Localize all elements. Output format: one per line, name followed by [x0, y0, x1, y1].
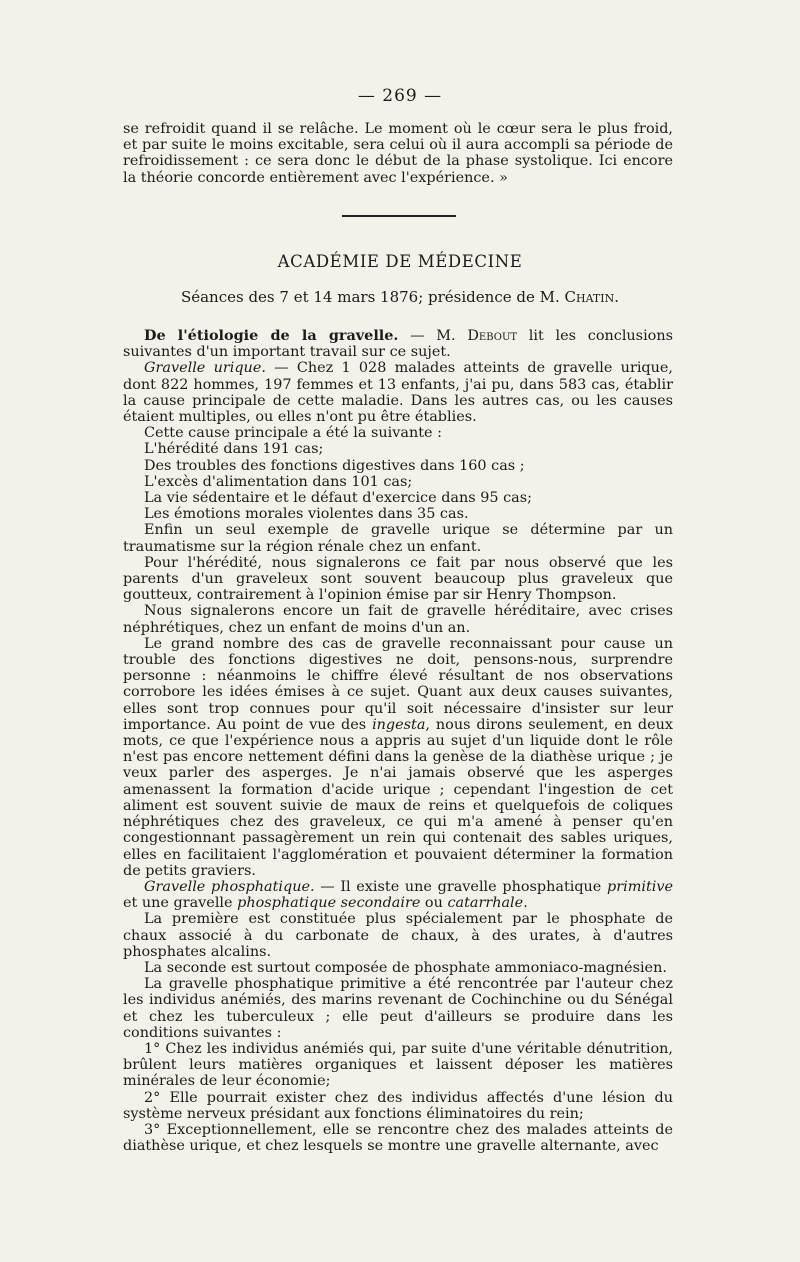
- phosphatic-label: Gravelle phosphatique.: [144, 878, 315, 895]
- condition-item: 2° Elle pourrait exister chez des individus affectés d'une lésion du système nerveux présidant aux fonctions éliminatoires du rein;: [123, 1089, 673, 1122]
- cause-item: Les émotions morales violentes dans 35 cas.: [144, 506, 469, 523]
- secondary-term: phosphatique secondaire: [237, 895, 421, 912]
- cause-item: L'hérédité dans 191 cas;: [144, 441, 324, 458]
- intro-paragraph: se refroidit quand il se relâche. Le moment où le cœur sera le plus froid, et par suite le moins excitable, sera celui où il aura accompli sa période de refroidissement : ce sera donc le début de la phase systolique. Ici encore la théorie concorde entièrement avec l'expérience. »: [123, 121, 673, 186]
- ingesta-term: ingesta: [372, 716, 426, 733]
- lead-text: lit les conclusions suivantes d'un important travail sur ce sujet.: [123, 328, 673, 361]
- cause-item: La vie sédentaire et le défaut d'exercice dans 95 cas;: [144, 490, 532, 507]
- nephritic-paragraph: Nous signalerons encore un fait de gravelle héréditaire, avec crises néphrétiques, chez un enfant de moins d'un an.: [123, 603, 673, 636]
- uric-paragraph: [123, 360, 673, 425]
- cause-item: Des troubles des fonctions digestives dans 160 cas ;: [144, 457, 525, 474]
- sessions-suffix: .: [614, 288, 620, 306]
- uric-label: Gravelle urique.: [144, 360, 266, 377]
- primitive-paragraph: La gravelle phosphatique primitive a été rencontrée par l'auteur chez les individus anémiés, des marins revenant de Cochinchine ou du Sénégal et chez les tuberculeux ; elle peut d'ailleurs se produire dans les conditions suivantes :: [123, 976, 673, 1041]
- heredity-paragraph: Pour l'hérédité, nous signalerons ce fait par nous observé que les parents d'un graveleux sont souvent beaucoup plus graveleux que goutteux, contrairement à l'opinion émise par sir Henry Thompson.: [123, 554, 673, 604]
- phosphatic-text: — Il existe une gravelle phosphatique: [314, 878, 608, 895]
- condition-item: 1° Chez les individus anémiés qui, par suite d'une véritable dénutrition, brûlent leurs matières organiques et laissent déposer les matières minérales de leur économie;: [123, 1040, 673, 1090]
- section-divider: [342, 215, 456, 217]
- article-title: De l'étiologie de la gravelle.: [144, 327, 399, 344]
- section-title: ACADÉMIE DE MÉDECINE: [277, 252, 523, 271]
- condition-item: 3° Exceptionnellement, elle se rencontre chez des malades atteints de diathèse urique, et chez lesquels se montre une gravelle alternante, avec: [123, 1121, 673, 1155]
- cause-intro: Cette cause principale a été la suivante :: [144, 425, 442, 442]
- author-name: Debout: [467, 328, 518, 344]
- digestive-text-rest: , nous dirons seulement, en deux mots, ce que l'expérience nous a appris au sujet d'un liquide dont le rôle n'est pas encore nettement défini dans la genèse de la diathèse urique ; je veux parler des asperges. Je n'ai jamais observé que les asperges amenassent la formation d'acide urique ; cependant l'ingestion de cet aliment est souvent suivie de maux de reins et quelquefois de coliques néphrétiques chez des graveleux, ce qui m'a amené à penser qu'en congestionnant passagèrement un rein qui contenait des sables uriques, elles en facilitaient l'agglomération et pouvaient déterminer la formation de petits graviers.: [123, 716, 673, 879]
- lead-sep: — M.: [398, 328, 468, 344]
- phosphatic-text: et une gravelle: [123, 895, 238, 912]
- digestive-text: Le grand nombre des cas de gravelle reconnaissant pour cause un trouble des fonctions digestives ne doit, pensons-nous, surprendre personne : néanmoins le chiffre élevé résultant de nos observations corrobore les idées émises à ce sujet. Quant aux deux causes suivantes, elles sont trop connues pour qu'il soit nécessaire d'insister sur leur importance. Au point de vue des: [123, 635, 673, 733]
- president-name: Chatin: [564, 288, 615, 306]
- phosphatic-paragraph: [123, 879, 673, 911]
- cause-item: L'excès d'alimentation dans 101 cas;: [144, 473, 413, 490]
- article-body: [123, 328, 673, 1154]
- phosphatic-text: ou: [420, 895, 448, 912]
- lead-paragraph: [123, 328, 673, 360]
- intro-paragraph-block: [123, 121, 673, 186]
- sessions-line: [0, 288, 800, 306]
- primitive-term: primitive: [607, 878, 673, 895]
- uric-text: — Chez 1 028 malades atteints de gravelle urique, dont 822 hommes, 197 femmes et 13 enfants, j'ai pu, dans 583 cas, établir la cause principale de cette maladie. Dans les autres cas, ou les causes étaient multiples, ou elles n'ont pu être établies.: [123, 360, 674, 426]
- phosphatic-text: .: [523, 895, 528, 912]
- digestive-paragraph: [123, 636, 673, 879]
- first-paragraph: La première est constituée plus spécialement par le phosphate de chaux associé à du carbonate de chaux, à des urates, à d'autres phosphates alcalins.: [123, 911, 673, 960]
- second-paragraph: La seconde est surtout composée de phosphate ammoniaco-magnésien.: [144, 959, 667, 976]
- page-number: — 269 —: [357, 86, 443, 106]
- trauma-paragraph: Enfin un seul exemple de gravelle urique se détermine par un traumatisme sur la région rénale chez un enfant.: [123, 522, 673, 555]
- catarrhal-term: catarrhale: [447, 895, 524, 912]
- sessions-prefix: Séances des 7 et 14 mars 1876; présidence de M.: [180, 288, 565, 306]
